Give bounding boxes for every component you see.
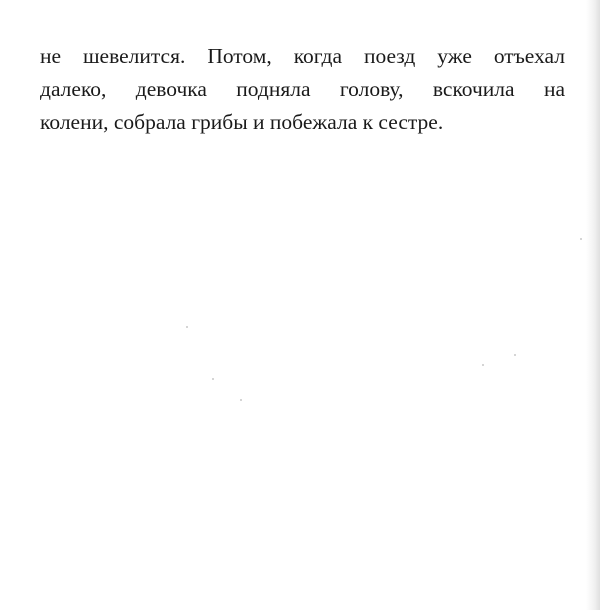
scan-speck [514, 354, 516, 356]
scan-speck [186, 326, 188, 328]
text-line: далеко, девочка подняла голову, вскочила на [40, 77, 565, 101]
scan-speck [482, 364, 484, 366]
scan-speck [212, 378, 214, 380]
text-line: не шевелится. Потом, когда поезд уже отъехал [40, 44, 565, 68]
page-edge-shadow [586, 0, 600, 610]
paragraph [40, 40, 565, 139]
scan-speck [240, 399, 242, 401]
scan-speck [580, 238, 582, 240]
text-line: колени, собрала грибы и побежала к сестре. [40, 110, 444, 134]
